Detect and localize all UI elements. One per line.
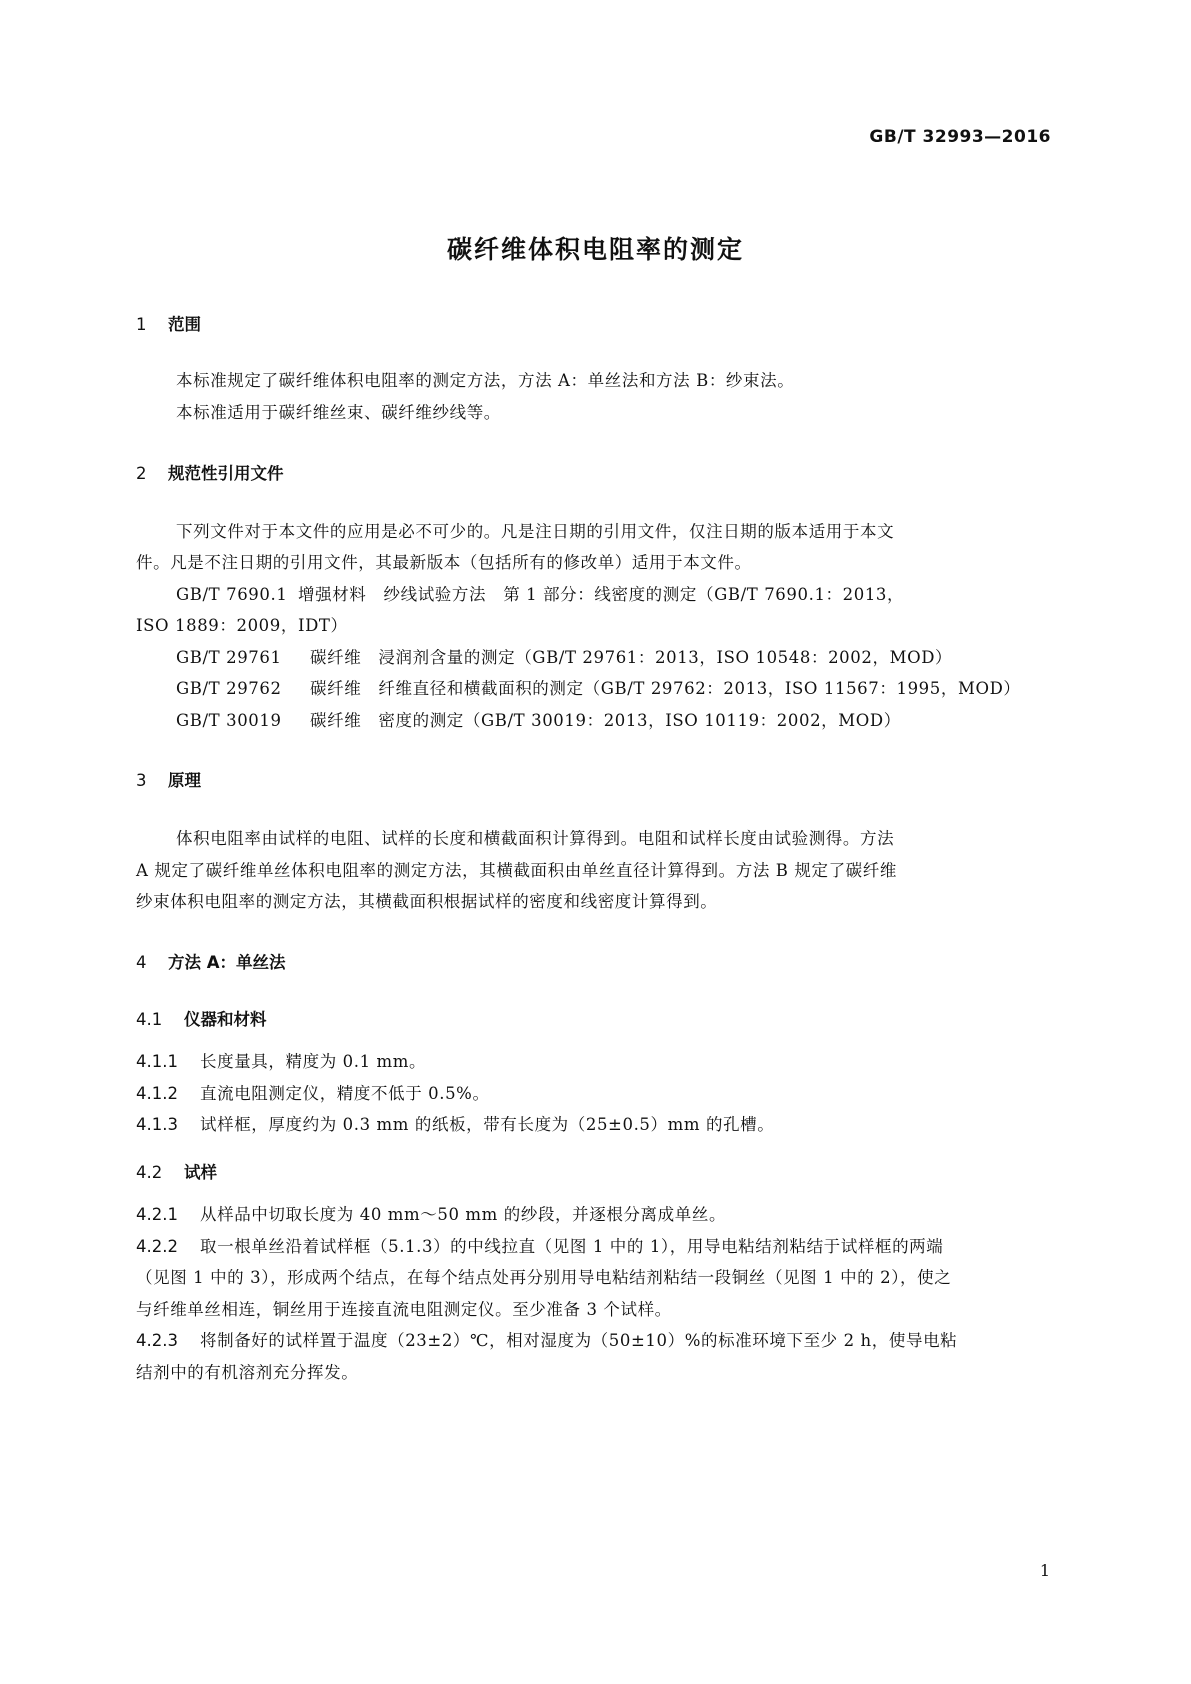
subsection-number: 4.1 (136, 1010, 163, 1029)
clause-number: 4.2.3 (136, 1331, 178, 1350)
clause (136, 1080, 490, 1104)
clause-text: 取一根单丝沿着试样框（5.1.3）的中线拉直（见图 1 中的 1），用导电粘结剂粘结于试样框的两端 (200, 1237, 944, 1256)
section-title: 范围 (168, 315, 201, 334)
paragraph: A 规定了碳纤维单丝体积电阻率的测定方法，其横截面积由单丝直径计算得到。方法 B 规定了碳纤维 (136, 861, 897, 880)
reference-item (176, 581, 904, 605)
subsection-4-2-heading (136, 1159, 217, 1183)
subsection-title: 试样 (184, 1163, 217, 1182)
section-1-heading (136, 311, 201, 335)
reference-code: GB/T 30019 (176, 711, 282, 730)
section-title: 原理 (168, 771, 201, 790)
reference-code: GB/T 29761 (176, 648, 282, 667)
reference-title: 碳纤维 纤维直径和横截面积的测定（GB/T 29762：2013，ISO 11567：1995，MOD） (310, 679, 1021, 698)
section-number: 4 (136, 953, 147, 972)
clause-number: 4.2.2 (136, 1237, 178, 1256)
section-4-heading (136, 949, 286, 973)
clause (136, 1111, 774, 1135)
clause-number: 4.1.3 (136, 1115, 178, 1134)
clause-continuation: 与纤维单丝相连，铜丝用于连接直流电阻测定仪。至少准备 3 个试样。 (136, 1300, 672, 1319)
reference-title: 增强材料 纱线试验方法 第 1 部分：线密度的测定（GB/T 7690.1：2013， (298, 585, 905, 604)
clause-number: 4.1.2 (136, 1084, 178, 1103)
document-title: 碳纤维体积电阻率的测定 (446, 235, 744, 264)
reference-code: GB/T 7690.1 (176, 585, 288, 604)
clause-text: 直流电阻测定仪，精度不低于 0.5%。 (200, 1084, 490, 1103)
section-number: 1 (136, 315, 147, 334)
clause-text: 从样品中切取长度为 40 mm～50 mm 的纱段，并逐根分离成单丝。 (200, 1205, 727, 1224)
paragraph: 下列文件对于本文件的应用是必不可少的。凡是注日期的引用文件，仅注日期的版本适用于本文 (176, 522, 895, 541)
clause-continuation: 结剂中的有机溶剂充分挥发。 (136, 1363, 359, 1382)
paragraph: 体积电阻率由试样的电阻、试样的长度和横截面积计算得到。电阻和试样长度由试验测得。方法 (176, 829, 895, 848)
paragraph: 本标准适用于碳纤维丝束、碳纤维纱线等。 (176, 403, 501, 422)
section-title: 方法 A：单丝法 (168, 953, 286, 972)
clause (136, 1327, 957, 1351)
clause-text: 长度量具，精度为 0.1 mm。 (200, 1052, 427, 1071)
clause (136, 1233, 943, 1257)
subsection-number: 4.2 (136, 1163, 163, 1182)
subsection-title: 仪器和材料 (184, 1010, 267, 1029)
clause-text: 将制备好的试样置于温度（23±2）℃，相对湿度为（50±10）%的标准环境下至少 2 h，使导电粘 (200, 1331, 958, 1350)
subsection-4-1-heading (136, 1006, 267, 1030)
section-number: 2 (136, 464, 147, 483)
clause (136, 1201, 726, 1225)
reference-item (176, 644, 952, 668)
clause-text: 试样框，厚度约为 0.3 mm 的纸板，带有长度为（25±0.5）mm 的孔槽。 (200, 1115, 775, 1134)
reference-title: 碳纤维 浸润剂含量的测定（GB/T 29761：2013，ISO 10548：2002，MOD） (310, 648, 953, 667)
section-2-heading (136, 460, 284, 484)
paragraph: 件。凡是不注日期的引用文件，其最新版本（包括所有的修改单）适用于本文件。 (136, 553, 752, 572)
reference-item (176, 675, 1021, 699)
reference-continuation: ISO 1889：2009，IDT） (136, 616, 348, 635)
clause-number: 4.2.1 (136, 1205, 178, 1224)
paragraph: 本标准规定了碳纤维体积电阻率的测定方法，方法 A：单丝法和方法 B：纱束法。 (176, 371, 795, 390)
reference-title: 碳纤维 密度的测定（GB/T 30019：2013，ISO 10119：2002，MOD） (310, 711, 901, 730)
paragraph: 纱束体积电阻率的测定方法，其横截面积根据试样的密度和线密度计算得到。 (136, 892, 718, 911)
page-number: 1 (1039, 1561, 1050, 1580)
section-number: 3 (136, 771, 147, 790)
reference-code: GB/T 29762 (176, 679, 282, 698)
clause-continuation: （见图 1 中的 3），形成两个结点，在每个结点处再分别用导电粘结剂粘结一段铜丝（见图 1 中的 2），使之 (136, 1268, 952, 1287)
clause (136, 1048, 426, 1072)
standard-number: GB/T 32993—2016 (869, 127, 1051, 147)
clause-number: 4.1.1 (136, 1052, 178, 1071)
reference-item (176, 707, 901, 731)
section-title: 规范性引用文件 (168, 464, 284, 483)
section-3-heading (136, 767, 201, 791)
